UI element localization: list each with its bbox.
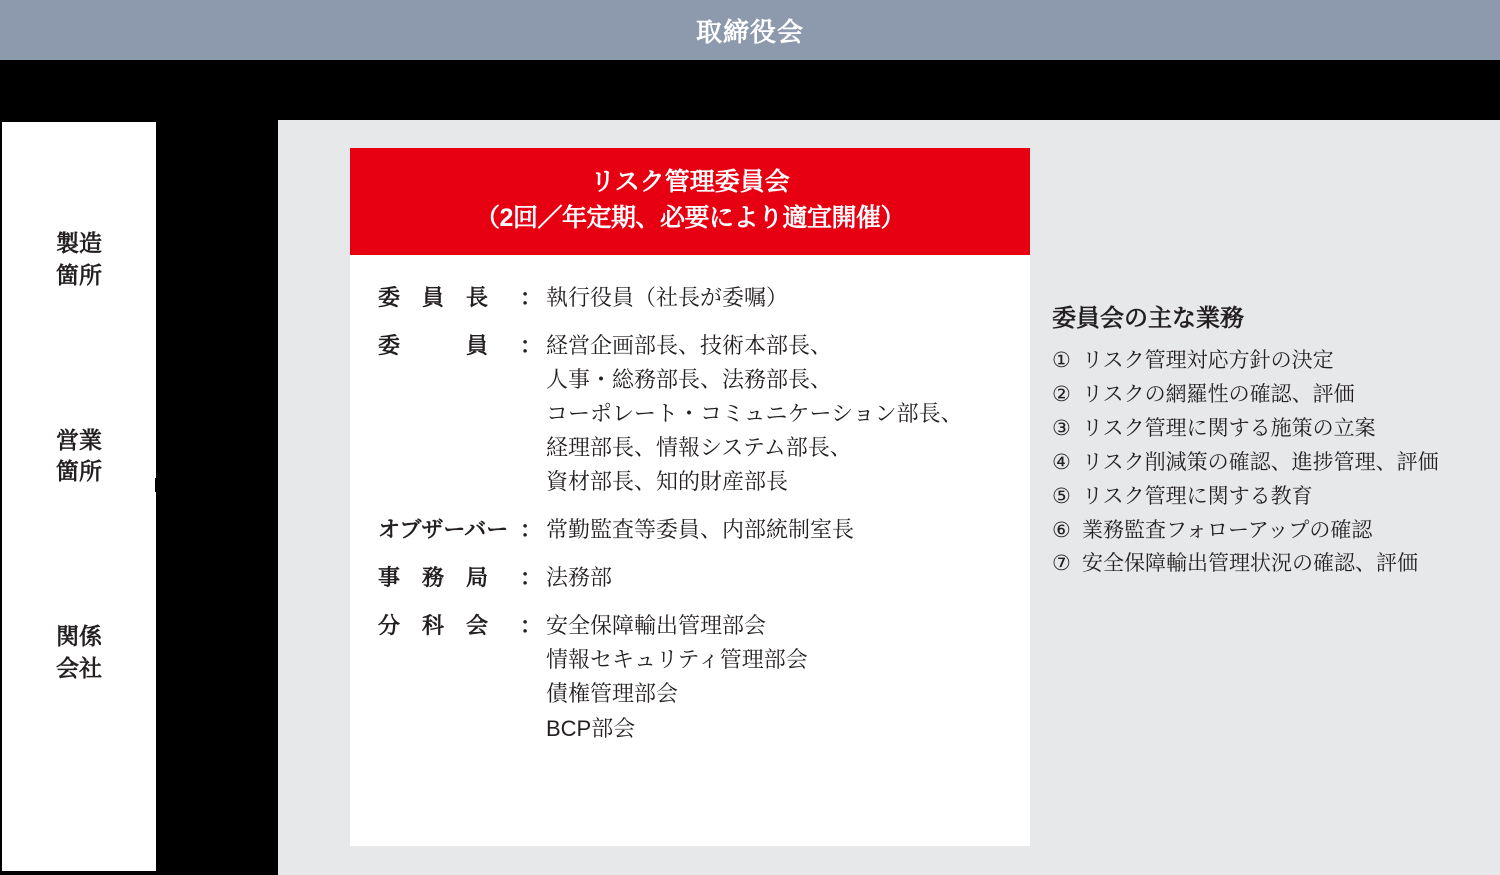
- org-unit-sales-line1: 営業: [56, 426, 102, 453]
- duty-text: リスク管理に関する教育: [1082, 484, 1313, 508]
- org-unit-affiliates-line1: 関係: [56, 623, 102, 650]
- committee-rows: [350, 255, 1030, 746]
- duty-number: ⑥: [1052, 518, 1071, 542]
- committee-row-observer-label: オブザーバー ：: [378, 517, 542, 543]
- committee-title: リスク管理委員会: [590, 168, 790, 196]
- duty-item: [1052, 345, 1472, 377]
- committee-row-chair-label: 委 員 長 ：: [378, 284, 542, 310]
- committee-duties-title: 委員会の主な業務: [1052, 305, 1244, 332]
- duty-item: [1052, 447, 1472, 479]
- committee-row-members-value: 経営企画部長、技術本部長、 人事・総務部長、法務部長、 コーポレート・コミュニケーション部長、 経理部長、情報システム部長、 資材部長、知的財産部長: [546, 332, 963, 494]
- risk-management-committee-card: [350, 148, 1030, 846]
- duty-item: [1052, 481, 1472, 513]
- committee-row-secretariat-label: 事 務 局 ：: [378, 565, 542, 591]
- committee-row-chair-value: 執行役員（社長が委嘱）: [546, 284, 789, 310]
- duty-text: リスク管理に関する施策の立案: [1082, 416, 1376, 440]
- org-unit-affiliates-line2: 会社: [56, 654, 102, 681]
- duty-text: 業務監査フォローアップの確認: [1082, 518, 1373, 542]
- committee-row-subcommittees-value: 安全保障輸出管理部会 情報セキュリティ管理部会 債権管理部会 BCP部会: [546, 613, 808, 741]
- committee-row-observer: [378, 513, 1030, 547]
- duty-text: 安全保障輸出管理状況の確認、評価: [1082, 552, 1418, 576]
- org-unit-manufacturing-line2: 箇所: [56, 262, 102, 289]
- duty-text: リスク管理対応方針の決定: [1082, 349, 1334, 372]
- committee-duties: [1052, 298, 1472, 582]
- org-unit-sales: [56, 425, 102, 488]
- committee-row-secretariat: [378, 561, 1030, 595]
- board-of-directors-bar: [0, 0, 1500, 60]
- committee-row-secretariat-value: 法務部: [546, 565, 613, 591]
- committee-schedule: （2回／年定期、必要により適宜開催）: [475, 204, 905, 233]
- duty-item: [1052, 515, 1472, 547]
- connector-horizontal: [155, 478, 285, 492]
- committee-row-members: [378, 329, 1030, 499]
- duty-number: ①: [1052, 349, 1071, 372]
- org-unit-sales-line2: 箇所: [56, 458, 102, 485]
- duty-item: [1052, 548, 1472, 580]
- duty-item: [1052, 413, 1472, 445]
- duty-number: ③: [1052, 416, 1071, 440]
- org-unit-manufacturing-line1: 製造: [56, 230, 102, 257]
- org-unit-affiliates: [56, 621, 102, 684]
- committee-row-observer-value: 常勤監査等委員、内部統制室長: [546, 517, 855, 543]
- org-units-box: [0, 120, 158, 873]
- duty-text: リスク削減策の確認、進捗管理、評価: [1082, 450, 1439, 474]
- committee-header: [350, 148, 1030, 255]
- connector-band-top: [0, 60, 1500, 120]
- committee-row-subcommittees: [378, 609, 1030, 745]
- committee-row-chair: [378, 281, 1030, 315]
- duty-number: ⑤: [1052, 484, 1071, 508]
- committee-row-subcommittees-label: 分 科 会 ：: [378, 613, 542, 639]
- duty-number: ②: [1052, 382, 1071, 406]
- committee-row-members-label: 委 員 ：: [378, 332, 542, 358]
- duty-text: リスクの網羅性の確認、評価: [1082, 382, 1355, 406]
- duty-number: ④: [1052, 450, 1071, 474]
- org-unit-manufacturing: [56, 228, 102, 291]
- duty-item: [1052, 379, 1472, 411]
- duty-number: ⑦: [1052, 552, 1071, 576]
- board-of-directors-label: 取締役会: [695, 16, 804, 47]
